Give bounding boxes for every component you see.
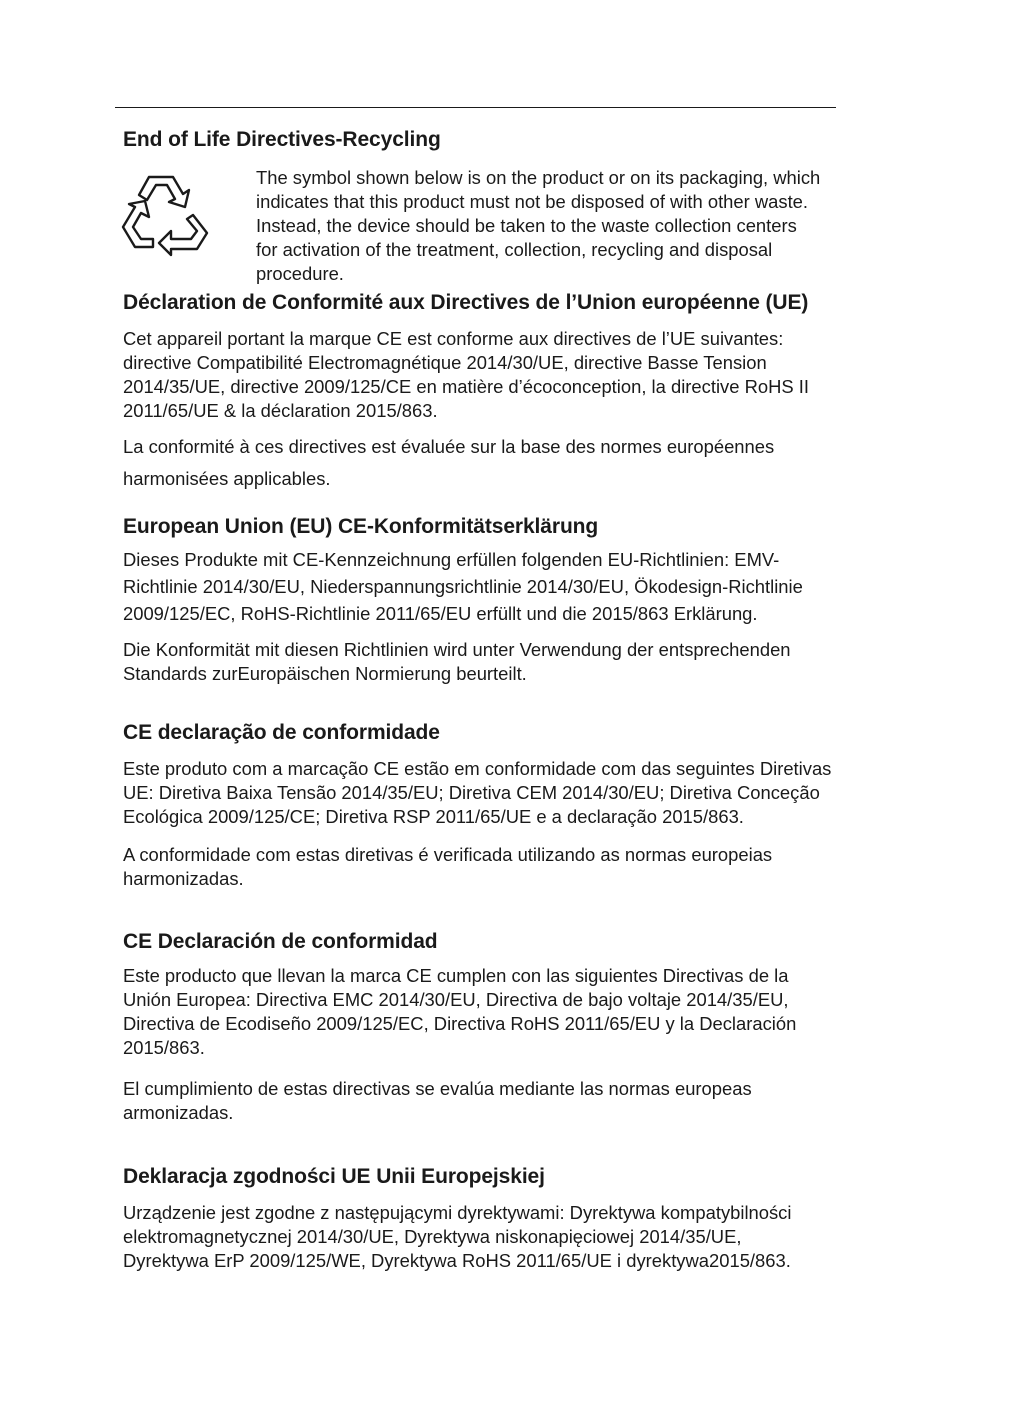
spanish-heading: CE Declaración de conformidad (123, 930, 438, 953)
recycling-symbol-icon (119, 167, 211, 259)
spanish-paragraph-2: El cumplimiento de estas directivas se evalúa mediante las normas europeas armonizadas. (123, 1078, 752, 1123)
german-paragraph-1: Dieses Produkte mit CE-Kennzeichnung erfüllen folgenden EU-Richtlinien: EMV- Richtlinie 2014/30/EU, Niederspannungsrichtlinie 2014/30/EU, Ökodesign-Richtlinie 2009/125/EC, RoHS-Richtlinie 2011/65/EU erfüllt und die 2015/863 Erklärung. (123, 549, 803, 624)
polish-paragraph-1: Urządzenie jest zgodne z następującymi dyrektywami: Dyrektywa kompatybilności elektromagnetycznej 2014/30/UE, Dyrektywa niskonapięciowej 2014/35/UE, Dyrektywa ErP 2009/125/WE, Dyrektywa RoHS 2011/65/UE i dyrektywa2015/863. (123, 1202, 792, 1271)
spanish-paragraph-1: Este producto que llevan la marca CE cumplen con las siguientes Directivas de la Unión Europea: Directiva EMC 2014/30/EU, Directiva de bajo voltaje 2014/35/EU, Directiva de Ecodiseño 2009/125/EC, Directiva RoHS 2011/65/EU y la Declaración 2015/863. (123, 965, 797, 1058)
german-paragraph-2: Die Konformität mit diesen Richtlinien wird unter Verwendung der entsprechenden Standards zurEuropäischen Normierung beurteilt. (123, 639, 791, 684)
portuguese-paragraph-2: A conformidade com estas diretivas é verificada utilizando as normas europeias harmonizadas. (123, 844, 773, 889)
portuguese-heading: CE declaração de conformidade (123, 721, 440, 744)
french-paragraph-2: La conformité à ces directives est évaluée sur la base des normes européennes harmonisées applicables. (123, 436, 775, 489)
top-divider (115, 107, 836, 108)
french-paragraph-1: Cet appareil portant la marque CE est conforme aux directives de l’UE suivantes: directive Compatibilité Electromagnétique 2014/30/UE, directive Basse Tension 2014/35/UE, directive 2009/125/CE en matière d’écoconception, la directive RoHS II 2011/65/UE & la déclaration 2015/863. (123, 328, 809, 421)
recycling-text: The symbol shown below is on the product or on its packaging, which indicates that this product must not be disposed of with other waste. Instead, the device should be taken to the waste collection centers for activation of the treatment, collection, recycling and disposal procedure. (256, 167, 821, 284)
german-heading: European Union (EU) CE-Konformitätserklärung (123, 515, 599, 538)
recycling-heading: End of Life Directives-Recycling (123, 128, 441, 151)
polish-heading: Deklaracja zgodności UE Unii Europejskiej (123, 1165, 545, 1188)
portuguese-paragraph-1: Este produto com a marcação CE estão em conformidade com das seguintes Diretivas UE: Diretiva Baixa Tensão 2014/35/EU; Diretiva CEM 2014/30/EU; Diretiva Conceção Ecológica 2009/125/CE; Diretiva RSP 2011/65/UE e a declaração 2015/863. (123, 758, 832, 827)
french-heading: Déclaration de Conformité aux Directives de l’Union européenne (UE) (123, 291, 809, 314)
